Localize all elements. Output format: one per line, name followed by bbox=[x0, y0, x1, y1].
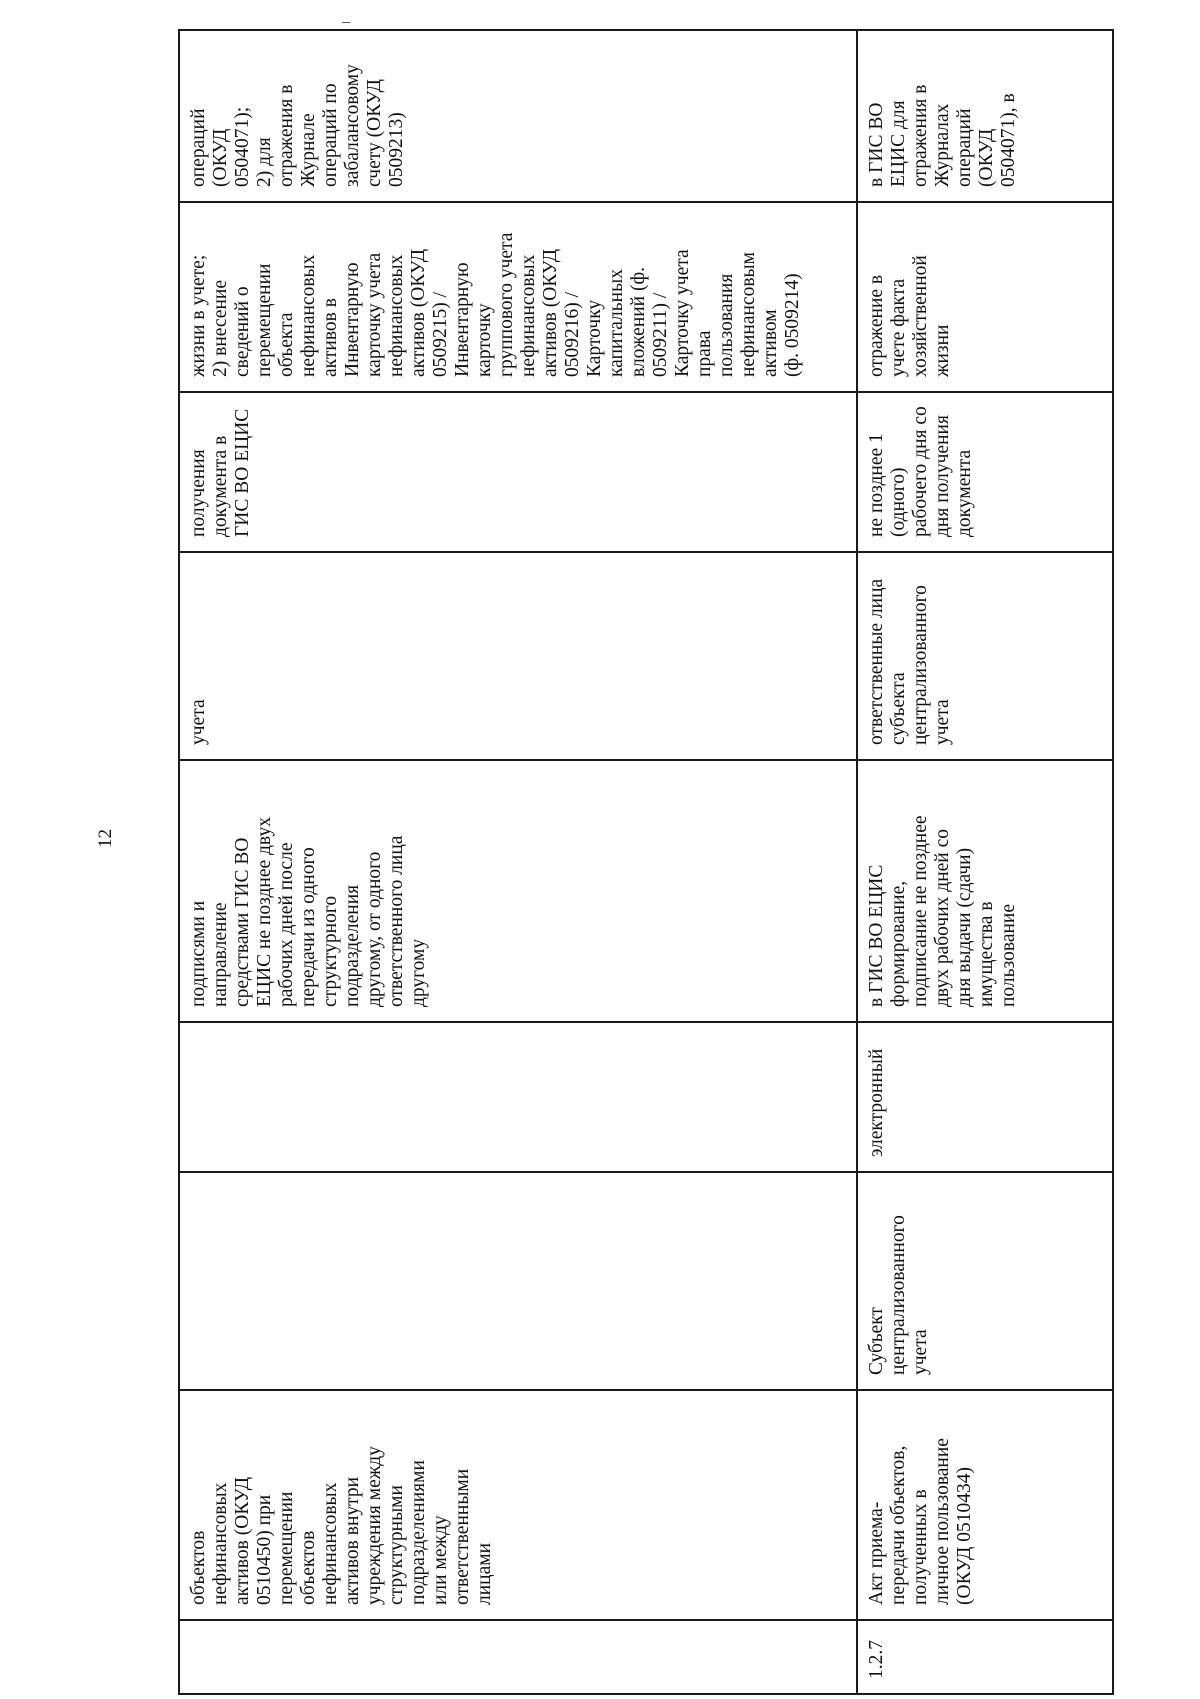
cell-format bbox=[179, 1022, 857, 1172]
cell-document-name: Акт приема- передачи объектов, полученных в личное пользование (ОКУД 0510434) bbox=[857, 1390, 1113, 1620]
rotated-table-stage bbox=[178, 31, 1112, 1695]
cell-responsible: учета bbox=[179, 552, 857, 760]
cell-deadline: получения документа в ГИС ВО ЕЦИС bbox=[179, 392, 857, 552]
cell-registration: операций (ОКУД 0504071); 2) для отражения в Журнале операций по забалансовому счету (ОКУД 0509213) bbox=[179, 30, 857, 202]
table-row bbox=[179, 30, 857, 1694]
page-number: 12 bbox=[95, 829, 116, 848]
cell-document-name: объектов нефинансовых активов (ОКУД 0510450) при перемещении объектов нефинансовых активов внутри учреждения между структурными подразделениями или между ответственными лицами bbox=[179, 1390, 857, 1620]
cell-number bbox=[179, 1620, 857, 1694]
cell-deadline: не позднее 1 (одного) рабочего дня со дня получения документа bbox=[857, 392, 1113, 552]
cell-format: электронный bbox=[857, 1022, 1113, 1172]
cell-creator: Субъект централизованного учета bbox=[857, 1172, 1113, 1390]
cell-action: отражение в учете факта хозяйственной жизни bbox=[857, 202, 1113, 392]
cell-formation-procedure: подписями и направление средствами ГИС ВО ЕЦИС не позднее двух рабочих дней после передачи из одного структурного подразделения другому, от одного ответственного лица другому bbox=[179, 760, 857, 1022]
cell-responsible: ответственные лица субъекта централизованного учета bbox=[857, 552, 1113, 760]
cell-action: жизни в учете; 2) внесение сведений о перемещении объекта нефинансовых активов в Инвентарную карточку учета нефинансовых активов (ОКУД 0509215) / Инвентарную карточку группового учета нефинансовых активов (ОКУД 0509216) / Карточку капитальных вложений (ф. 0509211) / Карточку учета права пользования нефинансовым активом (ф. 0509214) bbox=[179, 202, 857, 392]
cell-formation-procedure: в ГИС ВО ЕЦИС формирование, подписание не позднее двух рабочих дней со дня выдачи (сдачи) имущества в пользование bbox=[857, 760, 1113, 1022]
document-table bbox=[178, 29, 1114, 1695]
cell-creator bbox=[179, 1172, 857, 1390]
table-row bbox=[857, 30, 1113, 1694]
cell-number: 1.2.7 bbox=[857, 1620, 1113, 1694]
scan-mark bbox=[342, 22, 350, 23]
cell-registration: в ГИС ВО ЕЦИС для отражения в Журналах операций (ОКУД 0504071), в bbox=[857, 30, 1113, 202]
